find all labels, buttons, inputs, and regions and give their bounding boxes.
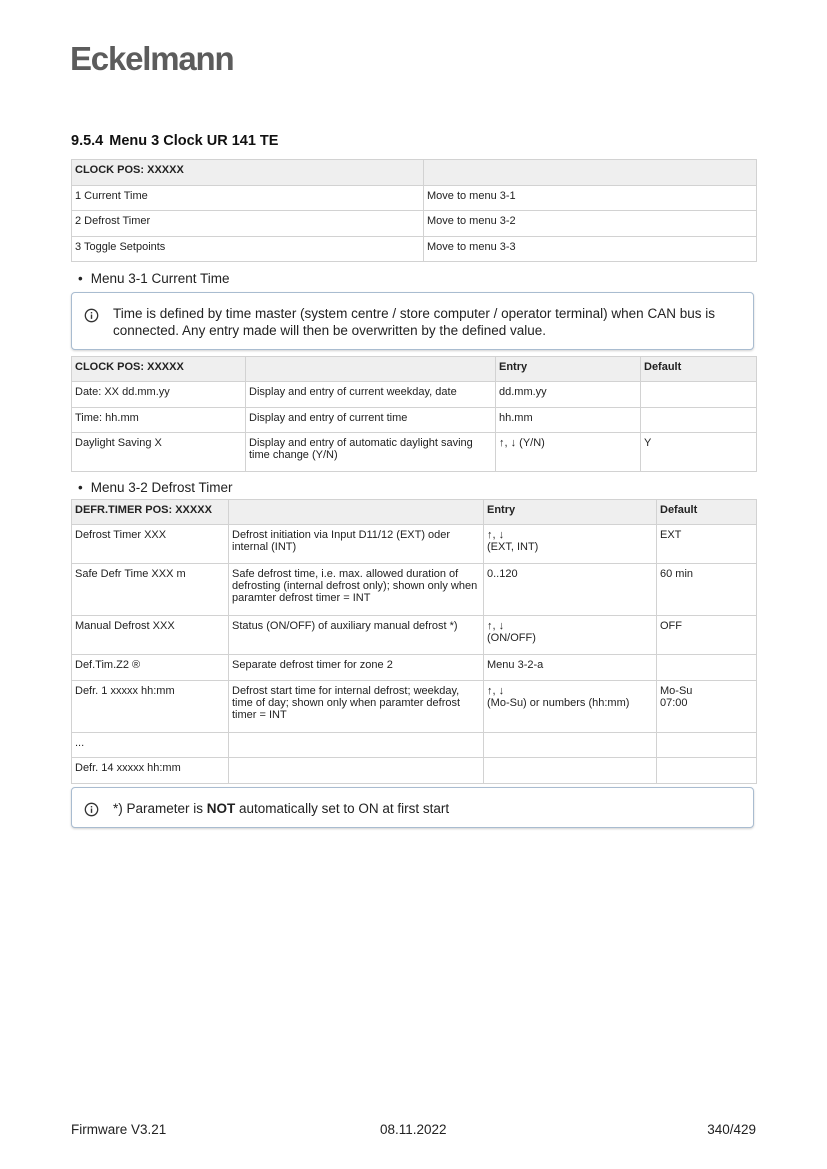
bullet-text: Menu 3-1 Current Time <box>90 271 230 286</box>
table-cell: Defr. 1 xxxxx hh:mm <box>72 681 229 733</box>
table-header-cell <box>229 500 484 525</box>
section-heading <box>71 133 278 149</box>
table-row <box>72 211 757 237</box>
table-cell: 1 Current Time <box>72 186 424 211</box>
table-cell: Mo-Su 07:00 <box>657 681 757 733</box>
bullet-dot-icon: • <box>78 271 83 286</box>
table-header-cell <box>246 357 496 382</box>
table-cell: Daylight Saving X <box>72 433 246 472</box>
table-cell <box>657 758 757 784</box>
table-cell <box>484 758 657 784</box>
table-cell: 2 Defrost Timer <box>72 211 424 237</box>
info-note <box>71 787 754 828</box>
info-icon <box>84 308 99 323</box>
footer-date: 08.11.2022 <box>380 1122 447 1137</box>
table-cell <box>657 655 757 681</box>
table-row <box>72 237 757 262</box>
section-title: Menu 3 Clock UR 141 TE <box>109 133 279 149</box>
table-header-cell: Default <box>657 500 757 525</box>
current-time-table <box>71 356 757 472</box>
table-header-row <box>72 160 757 186</box>
note-text-bold: NOT <box>206 801 236 816</box>
table-cell: Move to menu 3-2 <box>424 211 757 237</box>
table-cell: Defr. 14 xxxxx hh:mm <box>72 758 229 784</box>
footer-firmware: Firmware V3.21 <box>71 1122 167 1137</box>
table-cell: 60 min <box>657 564 757 616</box>
table-header-row <box>72 357 757 382</box>
table-cell: ↑, ↓ (Y/N) <box>496 433 641 472</box>
table-cell: 3 Toggle Setpoints <box>72 237 424 262</box>
table-cell: OFF <box>657 616 757 655</box>
table-cell: Y <box>641 433 757 472</box>
menu-3-table <box>71 159 757 262</box>
table-header-row <box>72 500 757 525</box>
table-cell: EXT <box>657 525 757 564</box>
table-cell: ... <box>72 733 229 758</box>
info-icon <box>84 802 99 817</box>
section-number: 9.5.4 <box>71 133 104 149</box>
table-row <box>72 733 757 758</box>
table-row <box>72 525 757 564</box>
info-note-text <box>113 800 739 817</box>
table-cell: Separate defrost timer for zone 2 <box>229 655 484 681</box>
table-cell: dd.mm.yy <box>496 382 641 408</box>
table-cell: hh.mm <box>496 408 641 433</box>
table-cell: Defrost start time for internal defrost; weekday, time of day; shown only when paramter defrost timer = INT <box>229 681 484 733</box>
note-text-after: automatically set to ON at first start <box>235 801 450 816</box>
table-row <box>72 382 757 408</box>
table-row <box>72 681 757 733</box>
info-note-text: Time is defined by time master (system centre / store computer / operator terminal) when CAN bus is connected. Any entry made will then be overwritten by the defined value. <box>113 306 715 338</box>
table-cell: Defrost initiation via Input D11/12 (EXT) oder internal (INT) <box>229 525 484 564</box>
table-row <box>72 616 757 655</box>
table-cell: Def.Tim.Z2 ® <box>72 655 229 681</box>
brand-logo: Eckelmann <box>70 40 234 77</box>
info-note <box>71 292 754 350</box>
table-cell <box>229 758 484 784</box>
table-cell <box>229 733 484 758</box>
table-header-cell <box>424 160 757 186</box>
table-cell: Date: XX dd.mm.yy <box>72 382 246 408</box>
table-cell: Move to menu 3-1 <box>424 186 757 211</box>
table-row <box>72 408 757 433</box>
table-header-cell: Entry <box>484 500 657 525</box>
table-cell: Display and entry of current weekday, date <box>246 382 496 408</box>
note-text-before: *) Parameter is <box>113 801 207 816</box>
footer-page-number: 340/429 <box>707 1122 756 1137</box>
table-header-cell: CLOCK POS: XXXXX <box>72 160 424 186</box>
table-row <box>72 433 757 472</box>
bullet-item <box>78 271 230 286</box>
bullet-text: Menu 3-2 Defrost Timer <box>90 480 233 495</box>
table-cell: ↑, ↓ (ON/OFF) <box>484 616 657 655</box>
bullet-item <box>78 480 233 495</box>
table-cell: Display and entry of current time <box>246 408 496 433</box>
table-cell: Safe Defr Time XXX m <box>72 564 229 616</box>
table-cell <box>484 733 657 758</box>
table-cell <box>641 382 757 408</box>
table-cell: ↑, ↓ (Mo-Su) or numbers (hh:mm) <box>484 681 657 733</box>
table-header-cell: DEFR.TIMER POS: XXXXX <box>72 500 229 525</box>
table-row <box>72 655 757 681</box>
table-cell: Safe defrost time, i.e. max. allowed duration of defrosting (internal defrost only); shown only when paramter defrost timer = INT <box>229 564 484 616</box>
table-cell: Move to menu 3-3 <box>424 237 757 262</box>
table-row <box>72 758 757 784</box>
table-header-cell: CLOCK POS: XXXXX <box>72 357 246 382</box>
defrost-timer-table <box>71 499 757 784</box>
table-cell <box>641 408 757 433</box>
table-header-cell: Default <box>641 357 757 382</box>
table-header-cell: Entry <box>496 357 641 382</box>
table-row <box>72 186 757 211</box>
table-cell: Time: hh.mm <box>72 408 246 433</box>
table-cell: Display and entry of automatic daylight saving time change (Y/N) <box>246 433 496 472</box>
table-cell: Status (ON/OFF) of auxiliary manual defrost *) <box>229 616 484 655</box>
table-row <box>72 564 757 616</box>
table-cell: Defrost Timer XXX <box>72 525 229 564</box>
table-cell <box>657 733 757 758</box>
table-cell: Menu 3-2-a <box>484 655 657 681</box>
table-cell: Manual Defrost XXX <box>72 616 229 655</box>
table-cell: ↑, ↓ (EXT, INT) <box>484 525 657 564</box>
bullet-dot-icon: • <box>78 480 83 495</box>
table-cell: 0..120 <box>484 564 657 616</box>
